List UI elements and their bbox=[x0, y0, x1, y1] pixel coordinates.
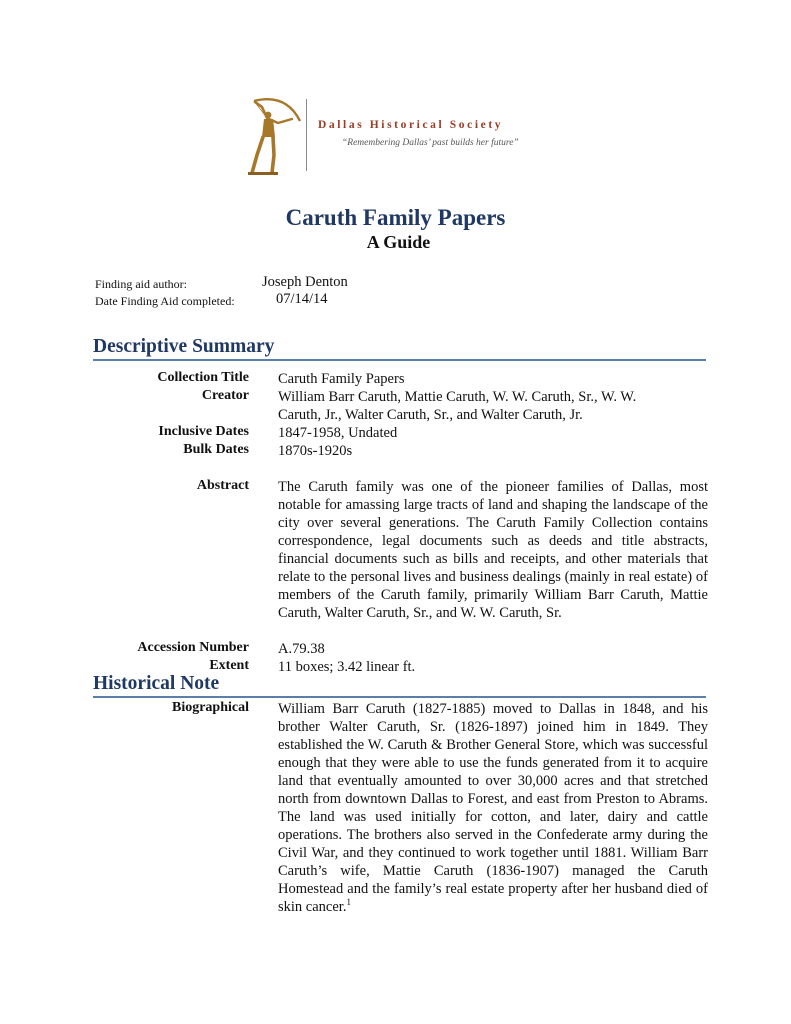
section-divider bbox=[93, 359, 706, 361]
descriptive-summary-heading: Descriptive Summary bbox=[93, 336, 275, 357]
finding-aid-author-value: Joseph Denton bbox=[262, 274, 348, 290]
date-completed-label: Date Finding Aid completed: bbox=[95, 294, 235, 308]
organization-name: Dallas Historical Society bbox=[318, 119, 504, 131]
collection-title-label: Collection Title bbox=[157, 370, 249, 385]
document-title: Caruth Family Papers bbox=[285, 205, 506, 230]
creator-line: Caruth, Jr., Walter Caruth, Sr., and Walter Caruth, Jr. bbox=[278, 407, 583, 423]
extent-label: Extent bbox=[209, 658, 249, 673]
date-completed-value: 07/14/14 bbox=[276, 291, 328, 307]
abstract-text: The Caruth family was one of the pioneer families of Dallas, most notable for amassing large tracts of land and shaping the landscape of the city over several generations. The Caruth Family Collection contains correspondence, legal documents such as deeds and title abstracts, financial documents such as bills and receipts, and other materials that relate to the personal lives and business dealings (mainly in real estate) of members of the Caruth family, primarily William Barr Caruth, Mattie Caruth, Walter Caruth, Sr., and W. W. Caruth, Sr. bbox=[278, 479, 708, 621]
inclusive-dates-value: 1847-1958, Undated bbox=[278, 425, 398, 441]
biographical-text bbox=[278, 700, 708, 916]
accession-number-label: Accession Number bbox=[137, 640, 249, 655]
finding-aid-author-label: Finding aid author: bbox=[95, 277, 187, 291]
document-subtitle: A Guide bbox=[366, 232, 431, 252]
bulk-dates-label: Bulk Dates bbox=[183, 442, 249, 457]
archer-statue-logo bbox=[240, 93, 304, 177]
accession-number-value: A.79.38 bbox=[278, 641, 325, 657]
extent-value: 11 boxes; 3.42 linear ft. bbox=[278, 659, 416, 675]
creator-value bbox=[278, 388, 708, 424]
header-logo bbox=[240, 93, 570, 173]
bulk-dates-value: 1870s-1920s bbox=[278, 443, 353, 459]
historical-note-heading: Historical Note bbox=[93, 673, 220, 694]
organization-tagline: “Remembering Dallas’ past builds her future” bbox=[342, 138, 519, 148]
logo-divider bbox=[306, 99, 307, 171]
abstract-label: Abstract bbox=[196, 478, 249, 493]
inclusive-dates-label: Inclusive Dates bbox=[158, 424, 249, 439]
biographical-body: William Barr Caruth (1827-1885) moved to Dallas in 1848, and his brother Walter Caruth, Sr. (1826-1897) joined him in 1849. They established the W. Caruth & Brother General Store, which was successful enough that they were able to use the funds generated from it to acquire land that eventually amounted to over 30,000 acres and that stretched north from downtown Dallas to Forest, and east from Preston to Abrams. The land was used initially for cotton, and later, dairy and cattle operations. The brothers also served in the Confederate army during the Civil War, and they continued to work together until 1881. William Barr Caruth’s wife, Mattie Caruth (1836-1907) managed the Caruth Homestead and the family’s real estate property after her husband died of skin cancer. bbox=[278, 701, 708, 915]
collection-title-value: Caruth Family Papers bbox=[278, 371, 405, 387]
section-divider bbox=[93, 696, 706, 698]
creator-line: William Barr Caruth, Mattie Caruth, W. W. Caruth, Sr., W. W. bbox=[278, 389, 637, 405]
biographical-label: Biographical bbox=[171, 700, 249, 715]
footnote-marker[interactable]: 1 bbox=[346, 897, 351, 908]
creator-label: Creator bbox=[201, 388, 249, 403]
